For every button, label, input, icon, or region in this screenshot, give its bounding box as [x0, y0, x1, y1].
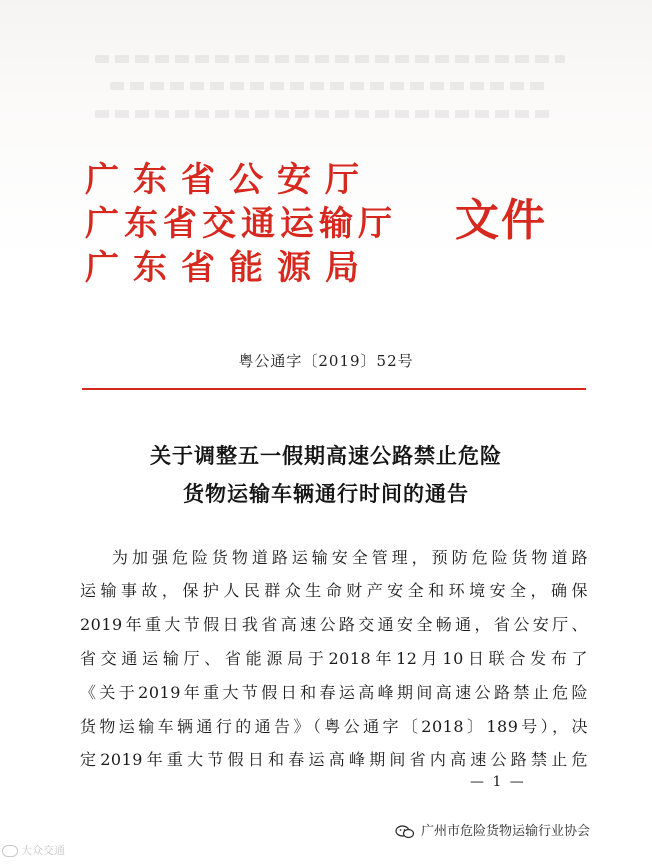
red-divider-line	[82, 388, 586, 390]
body-line: 为加强危险货物道路运输安全管理，预防危险货物道路	[112, 548, 588, 567]
page-number: — 1 —	[470, 774, 526, 790]
body-line: 省交通运输厅、省能源局于2018年12月10日联合发布了	[80, 649, 588, 668]
issuer-header	[85, 160, 565, 295]
bleed-through-text	[110, 82, 550, 90]
wechat-icon	[395, 825, 415, 839]
issuer-transport: 广东省交通运输厅	[85, 204, 397, 244]
footer-watermarks	[0, 812, 652, 865]
notice-title-line-1: 关于调整五一假期高速公路禁止危险	[150, 444, 502, 468]
body-line: 货物运输车辆通行的通告》（粤公通字〔2018〕189号），决	[80, 717, 588, 736]
body-line: 《关于2019年重大节假日和春运高峰期间高速公路禁止危险	[80, 683, 588, 702]
body-line: 2019年重大节假日我省高速公路交通安全畅通，省公安厅、	[80, 615, 588, 634]
left-watermark-text: 大众交通	[21, 844, 65, 857]
document-number: 粤公通字〔2019〕52号	[238, 352, 414, 370]
bleed-through-text	[95, 55, 565, 63]
issuer-energy: 广东省能源局	[85, 248, 373, 288]
body-line: 运输事故，保护人民群众生命财产安全和环境安全，确保	[80, 581, 588, 600]
document-word: 文件	[455, 195, 547, 246]
body-line: 定2019年重大节假日和春运高峰期间省内高速公路禁止危	[80, 750, 588, 769]
left-watermark	[2, 842, 65, 858]
logo-icon	[2, 845, 18, 857]
right-watermark	[395, 820, 590, 839]
bleed-through-text	[95, 110, 550, 118]
right-watermark-text: 广州市危险货物运输行业协会	[421, 824, 591, 839]
issuer-public-security: 广东省公安厅	[85, 160, 373, 200]
notice-title-line-2: 货物运输车辆通行时间的通告	[183, 482, 469, 506]
